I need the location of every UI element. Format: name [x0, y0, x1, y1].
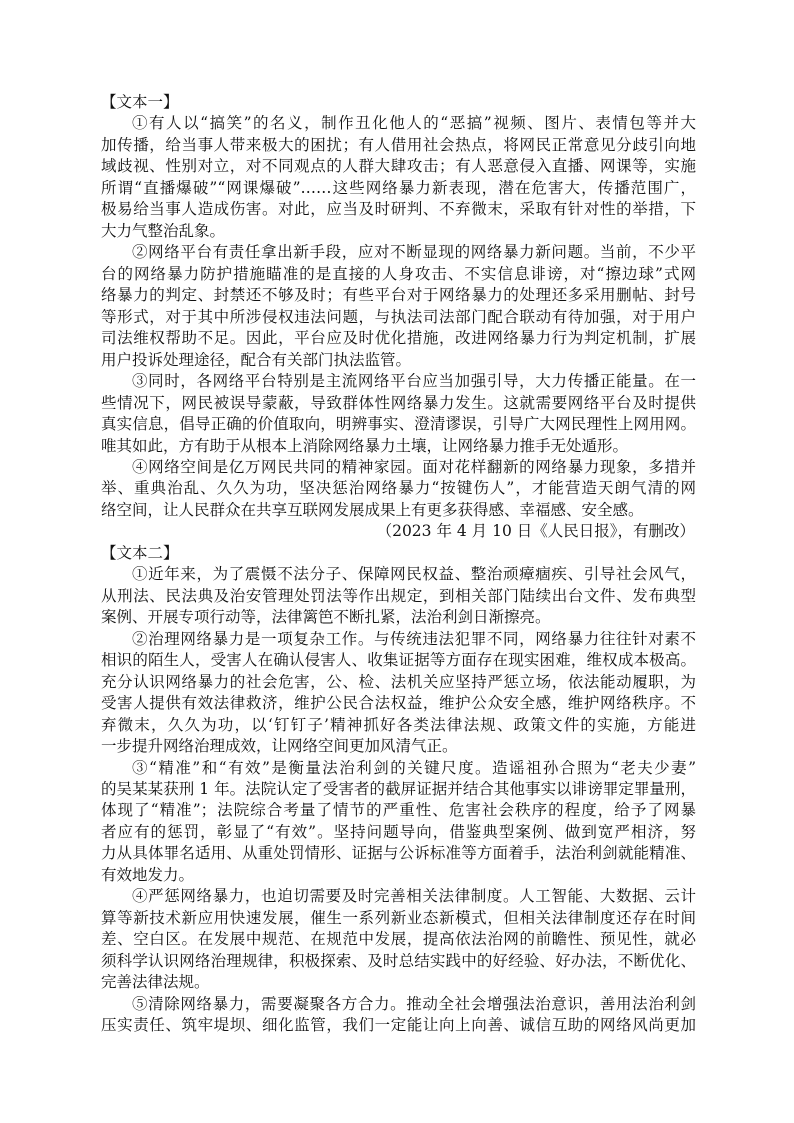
paragraph-line: ③同时，各网络平台特别是主流网络平台应当加强引导，大力传播正能量。在一: [132, 372, 696, 391]
paragraph-line: 力从具体罪名适用、从重处罚情形、证据与公诉标准等方面着手，法治利剑就能精准、: [101, 844, 696, 863]
paragraph-line: 案例、开展专项行动等，法律篱笆不断扎紧，法治利剑日渐擦亮。: [101, 608, 551, 627]
paragraph-line: 须科学认识网络治理规律，积极探索、及时总结实践中的好经验、好办法，不断优化、: [101, 951, 696, 970]
paragraph-line: 相识的陌生人，受害人在确认侵害人、收集证据等方面存在现实困难，维权成本极高。: [101, 651, 696, 670]
paragraph-line: 所谓“直播爆破”“网课爆破”……这些网络暴力新表现，潜在危害大，传播范围广，: [101, 178, 696, 197]
paragraph-line: 司法维权帮助不足。因此，平台应及时优化措施，改进网络暴力行为判定机制，扩展: [101, 329, 696, 348]
paragraph-line: 极易给当事人造成伤害。对此，应当及时研判、不弃微末，采取有针对性的举措，下: [101, 200, 696, 219]
paragraph-line: 举、重典治乱、久久为功，坚决惩治网络暴力“按键伤人”，才能营造天朗气清的网: [101, 479, 696, 498]
paragraph-line: 大力气整治乱象。: [101, 221, 226, 240]
paragraph-line: 的吴某某获刑 1 年。法院认定了受害者的截屏证据并结合其他事实以诽谤罪定罪量刑，: [101, 780, 696, 798]
paragraph-line: 络暴力的判定、封禁还不够及时；有些平台对于网络暴力的处理还多采用删帖、封号: [101, 286, 696, 305]
paragraph-line: 体现了“精准”；法院综合考量了情节的严重性、危害社会秩序的程度，给予了网暴: [101, 801, 696, 820]
paragraph-line: 弃微末，久久为功，以‘钉钉子’精神抓好各类法律法规、政策文件的实施，方能进: [101, 715, 696, 734]
paragraph-line: 络空间，让人民群众在共享互联网发展成果上有更多获得感、幸福感、安全感。: [101, 500, 644, 519]
paragraph-line: 唯其如此，方有助于从根本上消除网络暴力土壤，让网络暴力推手无处遁形。: [101, 436, 629, 455]
paragraph-line: 等形式，对于其中所涉侵权违法问题，与执法司法部门配合联动有待加强，对于用户: [101, 307, 696, 326]
paragraph-line: 有效地发力。: [101, 865, 195, 884]
paragraph-line: 从刑法、民法典及治安管理处罚法等作出规定，到相关部门陆续出台文件、发布典型: [101, 586, 696, 605]
paragraph-line: 一步提升网络治理成效，让网络空间更加风清气正。: [101, 737, 458, 756]
paragraph-line: 差、空白区。在发展中规范、在规范中发展，提高依法治网的前瞻性、预见性，就必: [101, 930, 696, 949]
paragraph-line: 些情况下，网民被误导蒙蔽，导致群体性网络暴力发生。这就需要网络平台及时提供: [101, 393, 696, 412]
paragraph-line: 域歧视、性别对立，对不同观点的人群大肆攻击；有人恶意侵入直播、网课等，实施: [101, 157, 696, 176]
paragraph-line: ①有人以“搞笑”的名义，制作丑化他人的“恶搞”视频、图片、表情包等并大: [132, 114, 696, 133]
paragraph-line: 受害人提供有效法律救济，维护公民合法权益，维护公众安全感，维护网络秩序。不: [101, 694, 696, 713]
paragraph-line: ④严惩网络暴力，也迫切需要及时完善相关法律制度。人工智能、大数据、云计: [132, 887, 696, 906]
source-citation: （2023 年 4 月 10 日《人民日报》，有删改）: [376, 522, 695, 541]
paragraph-line: 算等新技术新应用快速发展，催生一系列新业态新模式，但相关法律制度还存在时间: [101, 908, 696, 927]
paragraph-line: ①近年来，为了震慑不法分子、保障网民权益、整治顽瘴痼疾、引导社会风气，: [132, 565, 696, 584]
paragraph-line: 真实信息，倡导正确的价值取向，明辨事实、澄清谬误，引导广大网民理性上网用网。: [101, 415, 696, 434]
paragraph-line: ②网络平台有责任拿出新手段，应对不断显现的网络暴力新问题。当前，不少平: [132, 243, 696, 262]
paragraph-line: 者应有的惩罚，彰显了“有效”。坚持问题导向，借鉴典型案例、做到宽严相济，努: [101, 822, 696, 841]
section-heading-text-1: 【文本一】: [101, 93, 179, 111]
paragraph-line: 压实责任、筑牢堤坝、细化监管，我们一定能让向上向善、诚信互助的网络风尚更加: [101, 1016, 696, 1035]
paragraph-line: 用户投诉处理途径，配合有关部门执法监管。: [101, 350, 412, 369]
paragraph-line: 台的网络暴力防护措施瞄准的是直接的人身攻击、不实信息诽谤，对“擦边球”式网: [101, 264, 696, 283]
paragraph-line: 完善法律法规。: [101, 973, 210, 992]
section-heading-text-2: 【文本二】: [101, 543, 179, 562]
paragraph-line: ⑤清除网络暴力，需要凝聚各方合力。推动全社会增强法治意识，善用法治利剑: [132, 994, 696, 1013]
paragraph-line: 充分认识网络暴力的社会危害，公、检、法机关应坚持严惩立场，依法能动履职，为: [101, 672, 696, 691]
paragraph-line: ③“精准”和“有效”是衡量法治利剑的关键尺度。造谣祖孙合照为“老夫少妻”: [132, 758, 696, 777]
paragraph-line: 加传播，给当事人带来极大的困扰；有人借用社会热点，将网民正常意见分歧引向地: [101, 135, 696, 154]
paragraph-line: ④网络空间是亿万网民共同的精神家园。面对花样翻新的网络暴力现象，多措并: [132, 457, 696, 476]
article-body: [101, 92, 696, 1037]
paragraph-line: ②治理网络暴力是一项复杂工作。与传统违法犯罪不同，网络暴力往往针对素不: [132, 629, 696, 648]
